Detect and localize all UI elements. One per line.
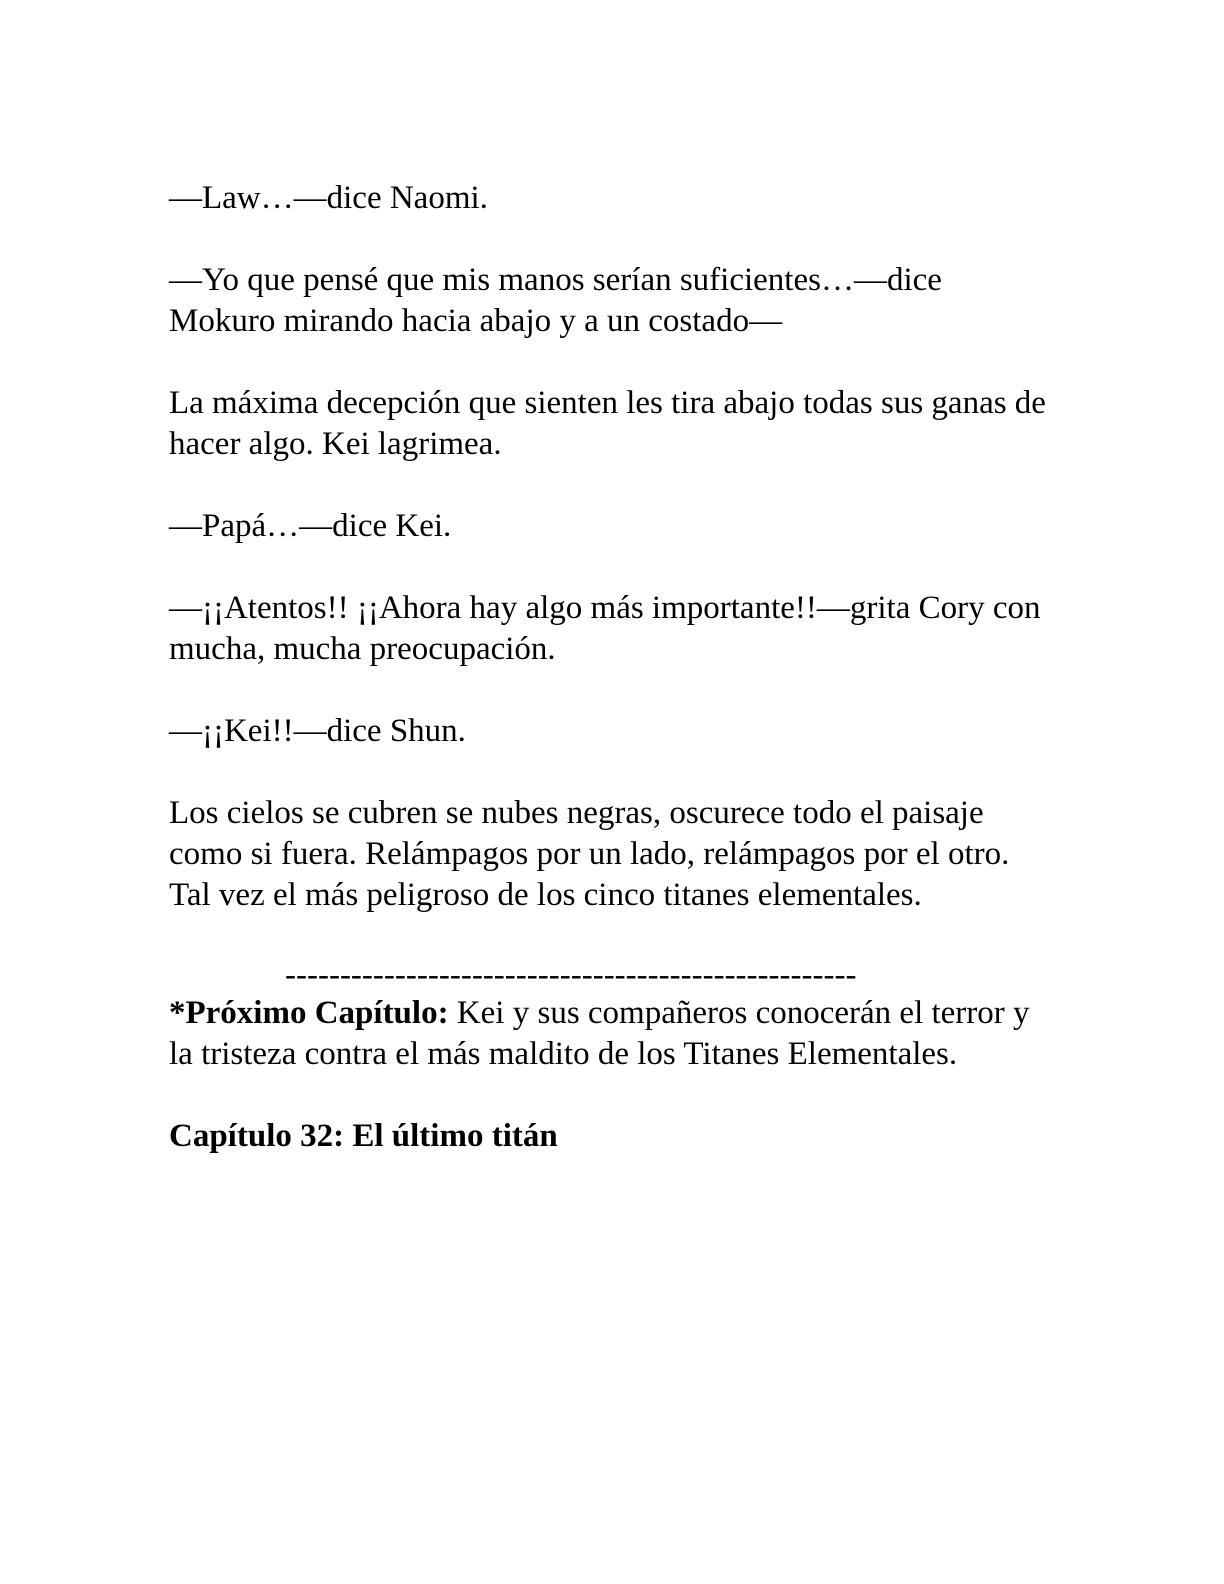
paragraph-kei: —Papá…—dice Kei. [169,508,452,544]
next-chapter-label: *Próximo Capítulo: [169,995,449,1031]
paragraph-naomi: —Law…—dice Naomi. [169,180,488,216]
next-chapter-title: Capítulo 32: El último titán [169,1118,558,1154]
next-chapter-paragraph [169,993,1049,1075]
section-divider: ---------------------------------------------------- [285,957,857,993]
paragraph-decepcion: La máxima decepción que sienten les tira abajo todas sus ganas de hacer algo. Kei lagrimea. [169,385,1046,462]
paragraph-cory: —¡¡Atentos!! ¡¡Ahora hay algo más importante!!—grita Cory con mucha, mucha preocupación. [169,590,1041,667]
paragraph-mokuro: —Yo que pensé que mis manos serían suficientes…—dice Mokuro mirando hacia abajo y a un costado— [169,262,942,339]
next-chapter-text: Kei y sus compañeros conocerán el terror y la tristeza contra el más maldito de los Titanes Elementales. [169,995,1030,1072]
paragraph-cielos: Los cielos se cubren se nubes negras, oscurece todo el paisaje como si fuera. Relámpagos por un lado, relámpagos por el otro. Tal vez el más peligroso de los cinco titanes elementales. [169,795,1010,913]
paragraph-shun: —¡¡Kei!!—dice Shun. [169,713,466,749]
document-page [169,178,1049,1157]
